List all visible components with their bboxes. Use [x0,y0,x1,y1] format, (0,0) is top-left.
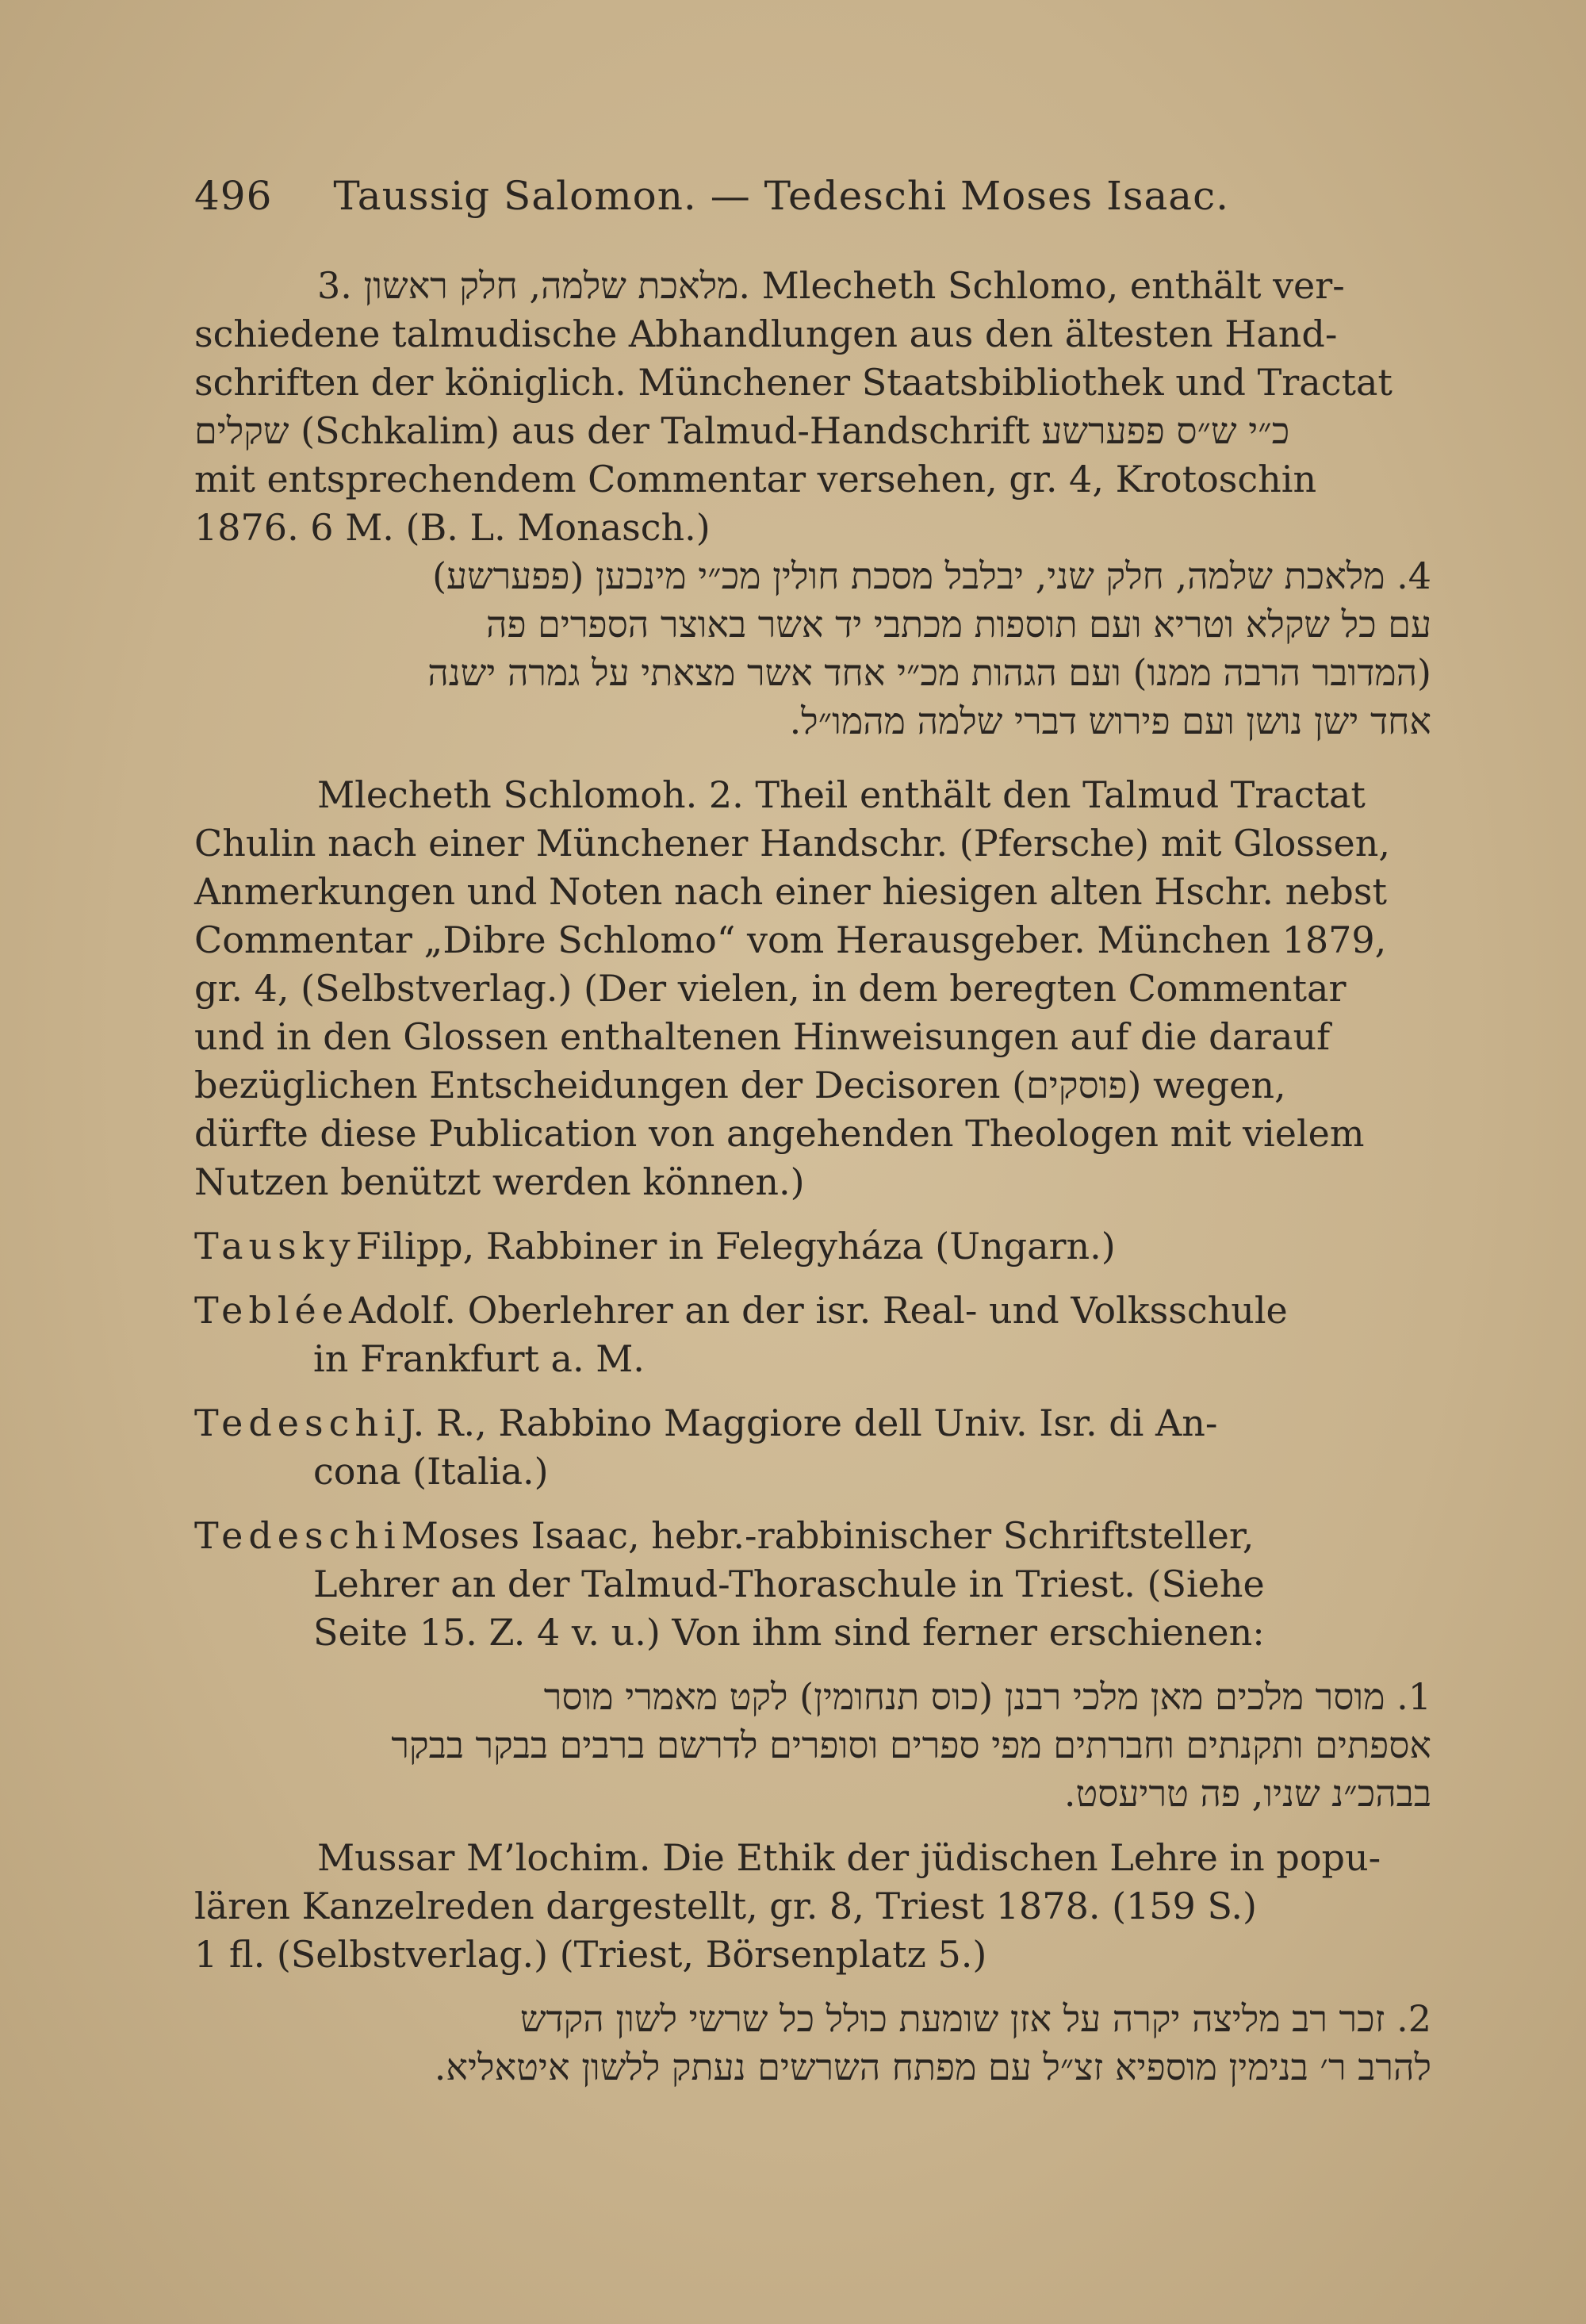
running-title: Taussig Salomon. — Tedeschi Moses Isaac. [333,173,1230,219]
text-line: schriften der königlich. Münchener Staatsbibliothek und Tractat [194,361,1393,404]
text-line: Nutzen benützt werden können.) [194,1160,805,1203]
entry-item-3 [194,262,1431,552]
text-line [194,1222,1431,1271]
hebrew-line: אספתים ותקנתים וחברתים מפי ספרים וסופרים לדרשם ברבים בבקר בבקר [391,1724,1431,1766]
person-name: Tedeschi [194,1402,401,1444]
entry-tausky [194,1222,1431,1271]
text-line: Mlecheth Schlomoh. 2. Theil enthält den Talmud Tractat [317,773,1366,816]
entry-text: J. R., Rabbino Maggiore dell Univ. Isr. di An- [400,1402,1218,1444]
text-line: 3. מלאכת שלמה, חלק ראשון. Mlecheth Schlomo, enthält ver- [317,264,1345,307]
entry-text: Moses Isaac, hebr.-rabbinischer Schriftsteller, [400,1514,1255,1557]
page-number: 496 [194,173,273,219]
text-line: Seite 15. Z. 4 v. u.) Von ihm sind ferner erschienen: [313,1611,1265,1654]
text-line: in Frankfurt a. M. [313,1337,645,1380]
text-line: lären Kanzelreden dargestellt, gr. 8, Triest 1878. (159 S.) [194,1885,1257,1927]
text-line: Chulin nach einer Münchener Handschr. (Pfersche) mit Glossen, [194,822,1390,865]
spacer [194,1271,1431,1287]
hebrew-line: 4. מלאכת שלמה, חלק שני, יבלבל מסכת חולין מכ״י מינכען (פפערשע) [432,554,1431,597]
entry-mi-item-1-hebrew [194,1673,1431,1818]
spacer [194,1383,1431,1399]
spacer [194,1496,1431,1512]
entry-mi-item-2-hebrew [194,1995,1431,2092]
hebrew-line: אחד ישן נושן ועם פירוש דברי שלמה מהמו״ל. [789,700,1431,742]
text-line: 1876. 6 M. (B. L. Monasch.) [194,506,711,549]
hebrew-line: עם כל שקלא וטריא ועם תוספות מכתבי יד אשר באוצר הספרים פה [485,603,1431,646]
text-line: Mussar M’lochim. Die Ethik der jüdischen Lehre in popu- [317,1836,1381,1879]
entry-tedeschi-jr [194,1399,1431,1496]
spacer [194,1818,1431,1834]
text-line: Lehrer an der Talmud-Thoraschule in Triest. (Siehe [313,1563,1265,1605]
hebrew-line: 1. מוסר מלכים מאן מלכי רבנן (כוס תנחומין) לקט מאמרי מוסר [543,1675,1431,1718]
text-line: Commentar „Dibre Schlomo“ vom Herausgeber. München 1879, [194,918,1387,961]
text-line: schiedene talmudische Abhandlungen aus den ältesten Hand- [194,313,1338,355]
text-line: Anmerkungen und Noten nach einer hiesigen alten Hschr. nebst [194,870,1387,913]
entry-teblee [194,1287,1431,1383]
page-body [194,262,1431,2092]
entry-mi-item-1-german [194,1834,1431,1979]
hebrew-line: להרב ר׳ בנימין מוספיא זצ״ל עם מפתח השרשים נעתק ללשון איטאליא. [434,2046,1431,2088]
text-line: und in den Glossen enthaltenen Hinweisungen auf die darauf [194,1015,1331,1058]
entry-item-4-german [194,771,1431,1206]
text-line [194,1399,1431,1448]
entry-text: Adolf. Oberlehrer an der isr. Real- und Volksschule [348,1289,1288,1332]
text-line: שקלים (Schkalim) aus der Talmud-Handschrift כ״י ש״ס פפערשע [194,409,1290,452]
spacer [194,746,1431,771]
hebrew-line: (המדובר הרבה ממנו) ועם הגהות מכ״י אחד אשר מצאתי על גמרה ישנה [427,651,1431,694]
spacer [194,1206,1431,1222]
person-name: Tausky [194,1225,356,1267]
text-line: cona (Italia.) [313,1450,549,1493]
text-line: gr. 4, (Selbstverlag.) (Der vielen, in dem beregten Commentar [194,967,1347,1010]
hebrew-line: 2. זכר רב מליצה יקרה על אזן שומעת כולל כל שרשי לשון הקדש [519,1997,1431,2040]
text-line: 1 fl. (Selbstverlag.) (Triest, Börsenplatz 5.) [194,1933,987,1976]
entry-text: Filipp, Rabbiner in Felegyháza (Ungarn.) [355,1225,1116,1267]
text-line: dürfte diese Publication von angehenden Theologen mit vielem [194,1112,1365,1155]
entry-item-4-hebrew [194,552,1431,746]
text-line [194,1512,1431,1560]
text-line: bezüglichen Entscheidungen der Decisoren (פוסקים) wegen, [194,1064,1286,1106]
text-line: mit entsprechendem Commentar versehen, gr. 4, Krotoschin [194,458,1317,500]
spacer [194,1979,1431,1995]
hebrew-line: בבהכ״נ שניו, פה טריעסט. [1063,1772,1431,1815]
spacer [194,1657,1431,1673]
text-line [194,1287,1431,1335]
person-name: Tedeschi [194,1514,401,1557]
entry-tedeschi-moses-isaac [194,1512,1431,1657]
person-name: Teblée [194,1289,349,1332]
running-header [194,173,1431,219]
